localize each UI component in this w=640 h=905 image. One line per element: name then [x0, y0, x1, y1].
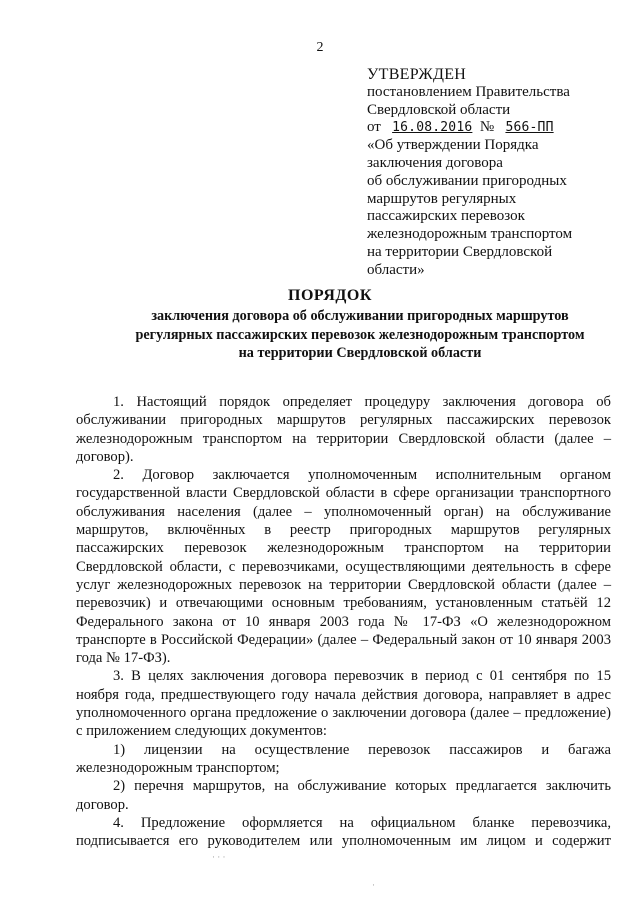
- paragraph-4: 4. Предложение оформляется на официальном бланке перевозчика, подписывается его руководителем или уполномоченным им лицом и содержит: [76, 814, 611, 850]
- subtitle-line: регулярных пассажирских перевозок железнодорожным транспортом: [135, 326, 585, 343]
- approval-title-line: об обслуживании пригородных: [367, 172, 567, 189]
- approval-line: Свердловской области: [367, 101, 511, 118]
- document-title: ПОРЯДОК: [288, 287, 372, 304]
- approval-line: постановлением Правительства: [367, 83, 570, 100]
- page-number: 2: [316, 40, 324, 55]
- scan-dots: · · ·: [212, 852, 226, 862]
- subtitle-line: на территории Свердловской области: [238, 345, 482, 361]
- approval-title-line: на территории Свердловской: [367, 243, 553, 260]
- subtitle-line: заключения договора об обслуживании пригородных маршрутов: [151, 308, 569, 324]
- document-subtitle: [75, 307, 640, 363]
- list-item-2: 2) перечня маршрутов, на обслуживание которых предлагается заключить договор.: [76, 778, 611, 813]
- paragraph-2: 2. Договор заключается уполномоченным исполнительным органом государственной власти Свердловской области в сфере организации транспортного обслуживания населения (далее – уполномоченный орган) на обслуживание маршрутов, включённых в реестр пригородных маршрутов регулярных пассажирских перевозок железнодорожным транспортом на территории Свердловской области, с перевозчиками, осуществляющими деятельность в сфере услуг железнодорожных перевозок на территории Свердловской области (далее – перевозчик) и отвечающими основным требованиям, установленным статьёй 12 Федерального закона от 10 января 2003 года № 17-ФЗ «О железнодорожном транспорте в Российской Федерации» (далее – Федеральный закон от 10 января 2003 года № 17-ФЗ).: [76, 467, 611, 667]
- number-label: №: [479, 119, 495, 136]
- paragraph-1: 1. Настоящий порядок определяет процедуру заключения договора об обслуживании пригородных маршрутов регулярных пассажирских перевозок железнодорожным транспортом на территории Свердловской области (далее – договор).: [76, 394, 611, 465]
- from-label: от: [367, 119, 381, 136]
- approval-title-line: маршрутов регулярных: [367, 190, 517, 207]
- approval-date-line: [367, 119, 607, 137]
- approval-title-line: области»: [367, 261, 425, 278]
- approval-heading: УТВЕРЖДЕН: [367, 66, 467, 83]
- approval-title-line: «Об утверждении Порядка: [367, 137, 539, 154]
- approval-date: 16.08.2016: [392, 120, 473, 136]
- approval-title-line: заключения договора: [367, 154, 503, 171]
- approval-title-line: железнодорожным транспортом: [367, 226, 573, 243]
- approval-block: [367, 66, 607, 280]
- scan-dot: ·: [372, 880, 375, 890]
- approval-number: 566-ПП: [505, 120, 554, 136]
- list-item-1: 1) лицензии на осуществление перевозок пассажиров и багажа железнодорожным транспортом;: [76, 741, 611, 776]
- approval-title-line: пассажирских перевозок: [367, 208, 525, 225]
- paragraph-3: 3. В целях заключения договора перевозчик в период с 01 сентября по 15 ноября года, предшествующего году начала действия договора, направляет в адрес уполномоченного органа предложение о заключении договора (далее – предложение) с приложением следующих документов:: [76, 668, 611, 740]
- document-body: [76, 393, 611, 850]
